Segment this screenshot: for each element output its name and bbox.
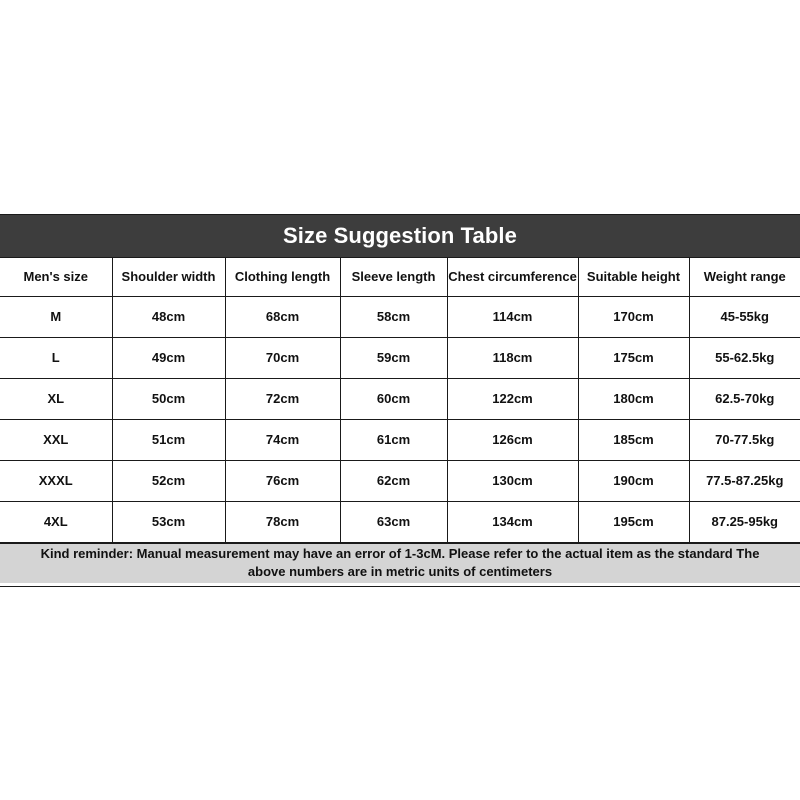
header-row (0, 258, 800, 296)
table-row (0, 337, 800, 378)
cell-shoulder-width: 53cm (112, 501, 225, 542)
cell-chest-circumference: 122cm (447, 378, 578, 419)
cell-weight-range: 77.5-87.25kg (689, 460, 800, 501)
cell-sleeve-length: 62cm (340, 460, 447, 501)
cell-clothing-length: 78cm (225, 501, 340, 542)
header-suitable-height: Suitable height (578, 258, 689, 296)
cell-suitable-height: 175cm (578, 337, 689, 378)
cell-suitable-height: 180cm (578, 378, 689, 419)
cell-shoulder-width: 52cm (112, 460, 225, 501)
table-row (0, 419, 800, 460)
cell-clothing-length: 68cm (225, 296, 340, 337)
cell-suitable-height: 185cm (578, 419, 689, 460)
cell-suitable-height: 170cm (578, 296, 689, 337)
cell-clothing-length: 70cm (225, 337, 340, 378)
cell-chest-circumference: 118cm (447, 337, 578, 378)
cell-weight-range: 45-55kg (689, 296, 800, 337)
cell-sleeve-length: 61cm (340, 419, 447, 460)
cell-size: XL (0, 378, 112, 419)
cell-size: 4XL (0, 501, 112, 542)
cell-shoulder-width: 51cm (112, 419, 225, 460)
cell-shoulder-width: 50cm (112, 378, 225, 419)
cell-shoulder-width: 48cm (112, 296, 225, 337)
cell-sleeve-length: 60cm (340, 378, 447, 419)
cell-size: M (0, 296, 112, 337)
header-shoulder-width: Shoulder width (112, 258, 225, 296)
cell-clothing-length: 74cm (225, 419, 340, 460)
header-chest-circumference: Chest circumference (447, 258, 578, 296)
cell-weight-range: 55-62.5kg (689, 337, 800, 378)
cell-sleeve-length: 59cm (340, 337, 447, 378)
cell-sleeve-length: 63cm (340, 501, 447, 542)
cell-suitable-height: 195cm (578, 501, 689, 542)
cell-weight-range: 62.5-70kg (689, 378, 800, 419)
kind-reminder-note: Kind reminder: Manual measurement may have an error of 1-3cM. Please refer to the actual item as the standard The above numbers are in metric units of centimeters (0, 543, 800, 583)
cell-shoulder-width: 49cm (112, 337, 225, 378)
header-mens-size: Men's size (0, 258, 112, 296)
table-row (0, 378, 800, 419)
cell-sleeve-length: 58cm (340, 296, 447, 337)
cell-chest-circumference: 114cm (447, 296, 578, 337)
size-suggestion-table (0, 214, 800, 587)
cell-suitable-height: 190cm (578, 460, 689, 501)
cell-clothing-length: 76cm (225, 460, 340, 501)
cell-size: L (0, 337, 112, 378)
cell-weight-range: 87.25-95kg (689, 501, 800, 542)
cell-chest-circumference: 130cm (447, 460, 578, 501)
table-row (0, 501, 800, 542)
size-table-grid (0, 258, 800, 543)
table-row (0, 296, 800, 337)
cell-clothing-length: 72cm (225, 378, 340, 419)
cell-weight-range: 70-77.5kg (689, 419, 800, 460)
cell-size: XXL (0, 419, 112, 460)
header-sleeve-length: Sleeve length (340, 258, 447, 296)
cell-size: XXXL (0, 460, 112, 501)
header-weight-range: Weight range (689, 258, 800, 296)
table-title: Size Suggestion Table (0, 215, 800, 258)
cell-chest-circumference: 134cm (447, 501, 578, 542)
header-clothing-length: Clothing length (225, 258, 340, 296)
cell-chest-circumference: 126cm (447, 419, 578, 460)
table-row (0, 460, 800, 501)
